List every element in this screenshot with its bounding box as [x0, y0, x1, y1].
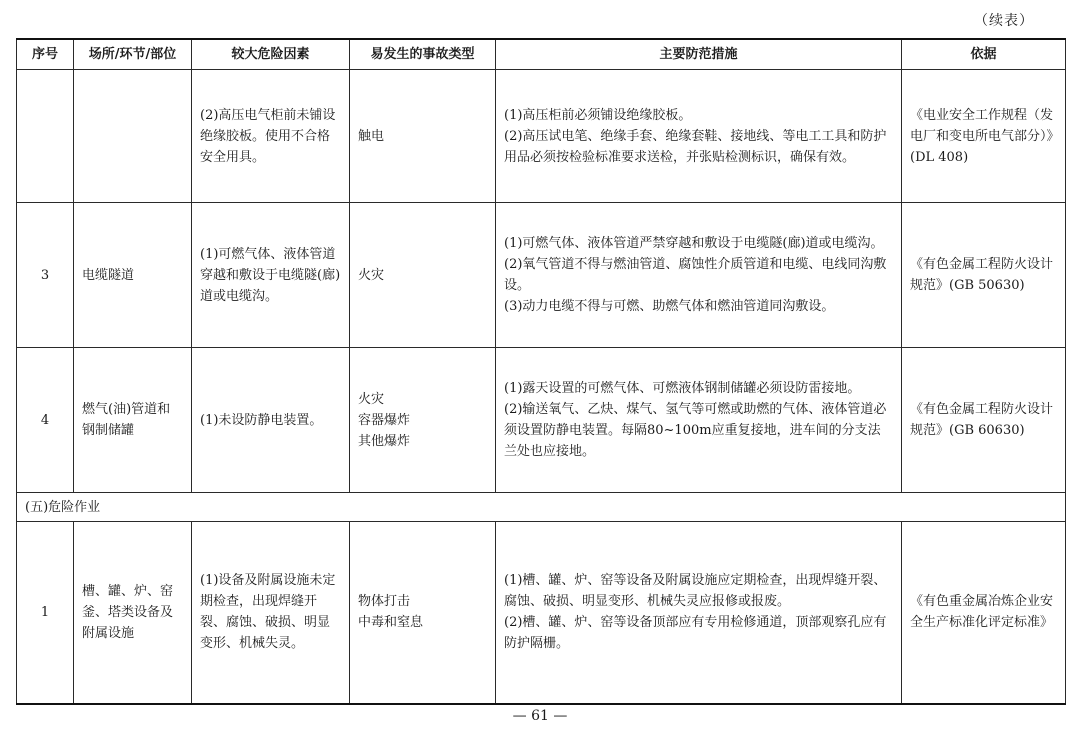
row-hazard: (1)设备及附属设施未定期检查，出现焊缝开裂、腐蚀、破损、明显变形、机械失灵。: [192, 522, 350, 704]
row-accident-type: 火灾 容器爆炸 其他爆炸: [350, 348, 496, 493]
header-measures: 主要防范措施: [496, 39, 902, 70]
row-basis: 《有色重金属冶炼企业安全生产标准化评定标准》: [902, 522, 1066, 704]
header-basis: 依据: [902, 39, 1066, 70]
header-no: 序号: [17, 39, 74, 70]
section-row: [17, 493, 1066, 522]
table-row: [17, 348, 1066, 493]
row-location: 燃气(油)管道和钢制储罐: [74, 348, 192, 493]
row-measures: (1)可燃气体、液体管道严禁穿越和敷设于电缆隧(廊)道或电缆沟。 (2)氧气管道不得与燃油管道、腐蚀性介质管道和电缆、电线同沟敷设。 (3)动力电缆不得与可燃、助燃气体和燃油管道同沟敷设。: [496, 203, 902, 348]
row-basis: 《有色金属工程防火设计规范》(GB 50630): [902, 203, 1066, 348]
row-accident-type: 火灾: [350, 203, 496, 348]
row-accident-type: 触电: [350, 70, 496, 203]
section-title: (五)危险作业: [17, 493, 1066, 522]
row-accident-type: 物体打击 中毒和窒息: [350, 522, 496, 704]
row-location: 槽、罐、炉、窑釜、塔类设备及附属设施: [74, 522, 192, 704]
row-basis: 《有色金属工程防火设计规范》(GB 60630): [902, 348, 1066, 493]
row-no: 1: [17, 522, 74, 704]
row-basis: 《电业安全工作规程（发电厂和变电所电气部分）》(DL 408): [902, 70, 1066, 203]
row-measures: (1)槽、罐、炉、窑等设备及附属设施应定期检查，出现焊缝开裂、腐蚀、破损、明显变形、机械失灵应报修或报废。 (2)槽、罐、炉、窑等设备顶部应有专用检修通道，顶部观察孔应有防护隔栅。: [496, 522, 902, 704]
row-measures: (1)露天设置的可燃气体、可燃液体钢制储罐必须设防雷接地。 (2)输送氧气、乙炔、煤气、氢气等可燃或助燃的气体、液体管道必须设置防静电装置。每隔80~100m应重复接地，进车间的分支法兰处也应接地。: [496, 348, 902, 493]
table-row: [17, 203, 1066, 348]
row-no: 4: [17, 348, 74, 493]
table-header-row: [17, 39, 1066, 70]
continued-label: （续表）: [974, 13, 1034, 29]
table-row: [17, 522, 1066, 704]
hazard-table: [16, 38, 1066, 705]
header-hazard: 较大危险因素: [192, 39, 350, 70]
table-row: [17, 70, 1066, 203]
row-location: 电缆隧道: [74, 203, 192, 348]
row-hazard: (1)可燃气体、液体管道穿越和敷设于电缆隧(廊)道或电缆沟。: [192, 203, 350, 348]
row-hazard: (1)未设防静电装置。: [192, 348, 350, 493]
row-location: [74, 70, 192, 203]
header-location: 场所/环节/部位: [74, 39, 192, 70]
row-no: [17, 70, 74, 203]
row-hazard: (2)高压电气柜前未铺设绝缘胶板。使用不合格安全用具。: [192, 70, 350, 203]
header-accident-type: 易发生的事故类型: [350, 39, 496, 70]
row-measures: (1)高压柜前必须铺设绝缘胶板。 (2)高压试电笔、绝缘手套、绝缘套鞋、接地线、等电工工具和防护用品必须按检验标准要求送检，并张贴检测标识，确保有效。: [496, 70, 902, 203]
row-no: 3: [17, 203, 74, 348]
page-number: — 61 —: [512, 708, 568, 724]
